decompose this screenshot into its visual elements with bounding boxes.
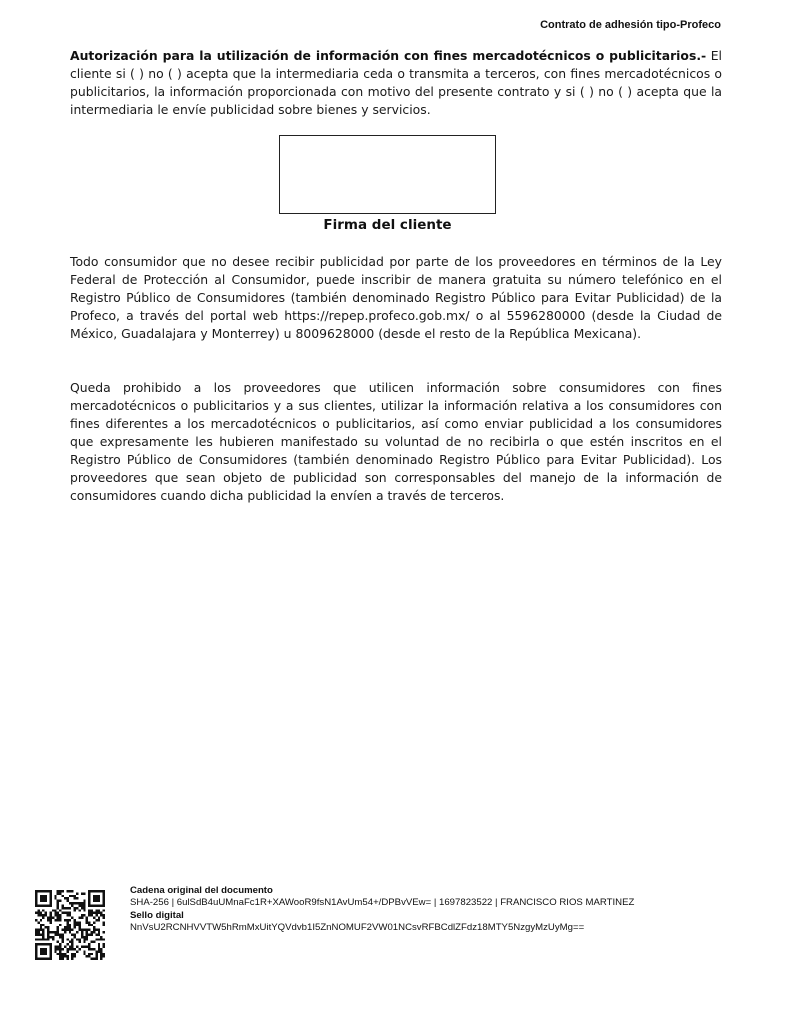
signature-box	[279, 135, 496, 214]
authorization-body: El cliente si ( ) no ( ) acepta que la intermediaria ceda o transmita a terceros, con fines mercadotécnicos o publicitarios, la información proporcionada con motivo del presente contrato y si ( ) no ( ) acepta que la intermediaria le envíe publicidad sobre bienes y servicios.	[70, 48, 722, 117]
seal-heading: Sello digital	[130, 909, 184, 921]
digital-signature-footer	[130, 885, 634, 934]
signature-label: Firma del cliente	[323, 217, 452, 233]
authorization-paragraph	[70, 47, 722, 119]
advertising-registry-paragraph: Todo consumidor que no desee recibir publicidad por parte de los proveedores en términos de la Ley Federal de Protección al Consumidor, puede inscribir de manera gratuita su número telefónico en el Registro Público de Consumidores (también denominado Registro Público para Evitar Publicidad) de la Profeco, a través del portal web https://repep.profeco.gob.mx/ o al 5596280000 (desde la Ciudad de México, Guadalajara y Monterrey) u 8009628000 (desde el resto de la República Mexicana).	[70, 254, 722, 341]
document-header-title: Contrato de adhesión tipo-Profeco	[540, 19, 721, 31]
authorization-heading: Autorización para la utilización de información con fines mercadotécnicos o publicitarios.-	[70, 48, 707, 63]
seal-value: NnVsU2RCNHVVTW5hRmMxUitYQVdvb1I5ZnNOMUF2VW01NCsvRFBCdlZFdz18MTY5NzgyMzUyMg==	[130, 921, 585, 933]
chain-heading: Cadena original del documento	[130, 885, 273, 896]
prohibition-paragraph: Queda prohibido a los proveedores que utilicen información sobre consumidores con fines mercadotécnicos o publicitarios y a sus clientes, utilizar la información relativa a los consumidores con fines diferentes a los mercadotécnicos o publicitarios, así como enviar publicidad a los consumidores que expresamente les hubieren manifestado su voluntad de no recibirla o que estén inscritos en el Registro Público de Consumidores (también denominado Registro Público para Evitar Publicidad). Los proveedores que sean objeto de publicidad son corresponsables del manejo de la información de consumidores cuando dicha publicidad la envíen a través de terceros.	[70, 380, 722, 503]
qr-code-icon	[35, 890, 105, 960]
chain-value: SHA-256 | 6ulSdB4uUMnaFc1R+XAWooR9fsN1AvUm54+/DPBvVEw= | 1697823522 | FRANCISCO RIOS MARTINEZ	[130, 897, 635, 909]
